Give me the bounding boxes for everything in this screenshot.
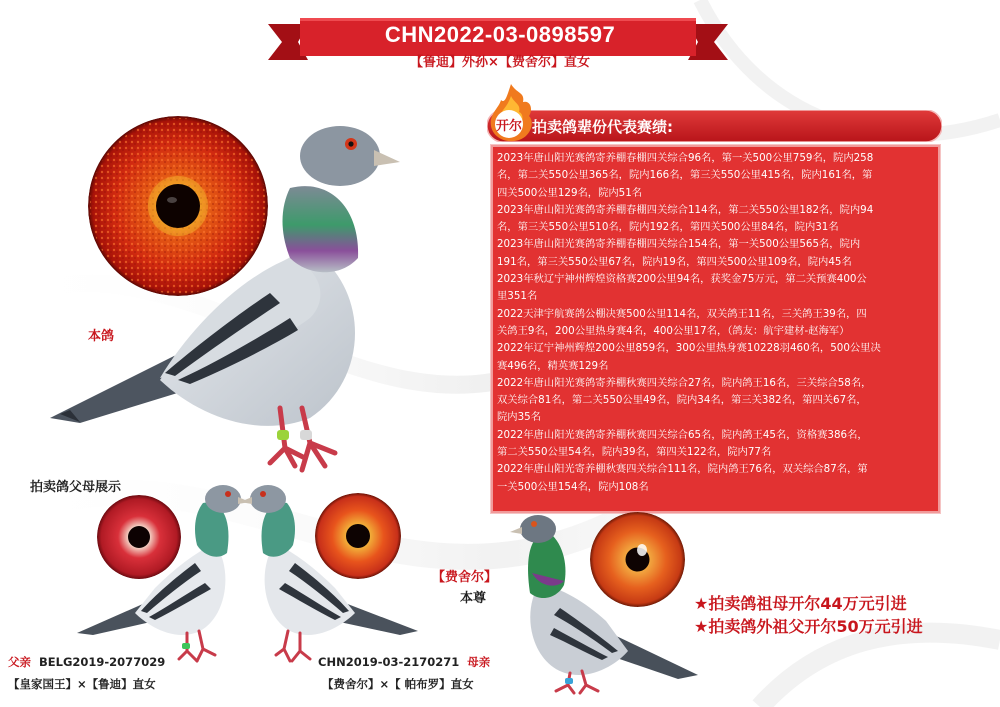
- result-line: 关鸽王9名，200公里热身赛4名，400公里17名，（鸽友：航宇建材-赵海军）: [497, 324, 850, 337]
- mother-role: 母亲: [467, 655, 491, 669]
- result-line: 赛496名，精英赛129名: [497, 359, 609, 372]
- badge-text: 开尔: [495, 119, 523, 134]
- result-line: 2023年唐山阳光赛鸽寄养棚春棚四关综合96名，第一关500公里759名，院内258: [497, 152, 874, 164]
- result-line: 2022年辽宁神州辉煌200公里859名，300公里热身赛10228羽460名，500公里决: [497, 342, 881, 355]
- promo-line-grandmother: ★拍卖鸽祖母开尔44万元引进: [694, 594, 907, 613]
- result-line: 院内35名: [497, 411, 541, 424]
- result-line: 名，第二关550公里365名，院内166名，第三关550公里415名，院内161名，第: [497, 169, 873, 182]
- father-role: 父亲: [8, 655, 31, 669]
- result-line: 里351名: [497, 290, 538, 303]
- result-line: 2022年唐山阳光寄养棚秋赛四关综合111名，院内鸽王76名，双关综合87名，第: [497, 463, 868, 476]
- results-title: 拍卖鸽辈份代表赛绩:: [532, 118, 673, 136]
- ancestor-name: 【费舍尔】: [432, 570, 498, 585]
- parents-section-label: 拍卖鸽父母展示: [30, 480, 122, 495]
- main-bird-label: 本鸽: [88, 329, 115, 344]
- results-list: [497, 150, 937, 496]
- mother-eye-photo: [315, 493, 401, 579]
- mother-band: CHN2019-03-2170271: [318, 655, 460, 669]
- result-line: 2023年唐山阳光赛鸽寄养棚春棚四关综合114名，第二关550公里182名，院内94: [497, 203, 874, 216]
- result-line: 2022天津宇航赛鸽公棚决赛500公里114名，双关鸽王11名，三关鸽王39名，四: [497, 307, 867, 320]
- father-pigeon-photo: [75, 483, 250, 668]
- main-pigeon-photo: [40, 118, 420, 483]
- result-line: 一关500公里154名，院内108名: [497, 480, 649, 493]
- band-number: CHN2022-03-0898597: [384, 22, 616, 47]
- ancestor-eye-photo: [590, 512, 685, 607]
- father-band: BELG2019-2077029: [39, 655, 166, 669]
- ancestor-caption: 本尊: [460, 591, 487, 606]
- pedigree-subtitle: 【鲁迪】外孙×【费舍尔】直女: [410, 55, 590, 70]
- mother-band-line: [318, 654, 490, 670]
- father-lineage: 【皇家国王】×【鲁迪】直女: [8, 677, 156, 691]
- father-band-line: [8, 654, 165, 670]
- mother-lineage: 【费舍尔】×【 帕布罗】直女: [322, 677, 474, 691]
- result-line: 四关500公里129名，院内51名: [497, 186, 643, 199]
- result-line: 2022年唐山阳光赛鸽寄养棚秋赛四关综合65名，院内鸽王45名，资格赛386名，: [497, 428, 868, 441]
- fire-badge-icon: [485, 82, 537, 144]
- result-line: 双关综合81名，第二关550公里49名，院内34名，第三关382名，第四关67名，: [497, 394, 867, 407]
- result-line: 2023年唐山阳光赛鸽寄养棚春棚四关综合154名，第一关500公里565名，院内: [497, 238, 861, 251]
- result-line: 191名，第三关550公里67名，院内19名，第四关500公里109名，院内45名: [497, 255, 852, 268]
- result-line: 2022年唐山阳光赛鸽寄养棚秋赛四关综合27名，院内鸽王16名，三关综合58名，: [497, 376, 872, 389]
- result-line: 名，第三关550公里510名，院内192名，第四关500公里84名，院内31名: [497, 221, 839, 234]
- result-line: 2023年秋辽宁神州辉煌资格赛200公里94名，获奖金75万元，第二关预赛400公: [497, 273, 867, 286]
- promo-line-grandfather: ★拍卖鸽外祖父开尔50万元引进: [694, 617, 923, 636]
- result-line: 第二关550公里54名，院内39名，第四关122名，院内77名: [497, 446, 772, 459]
